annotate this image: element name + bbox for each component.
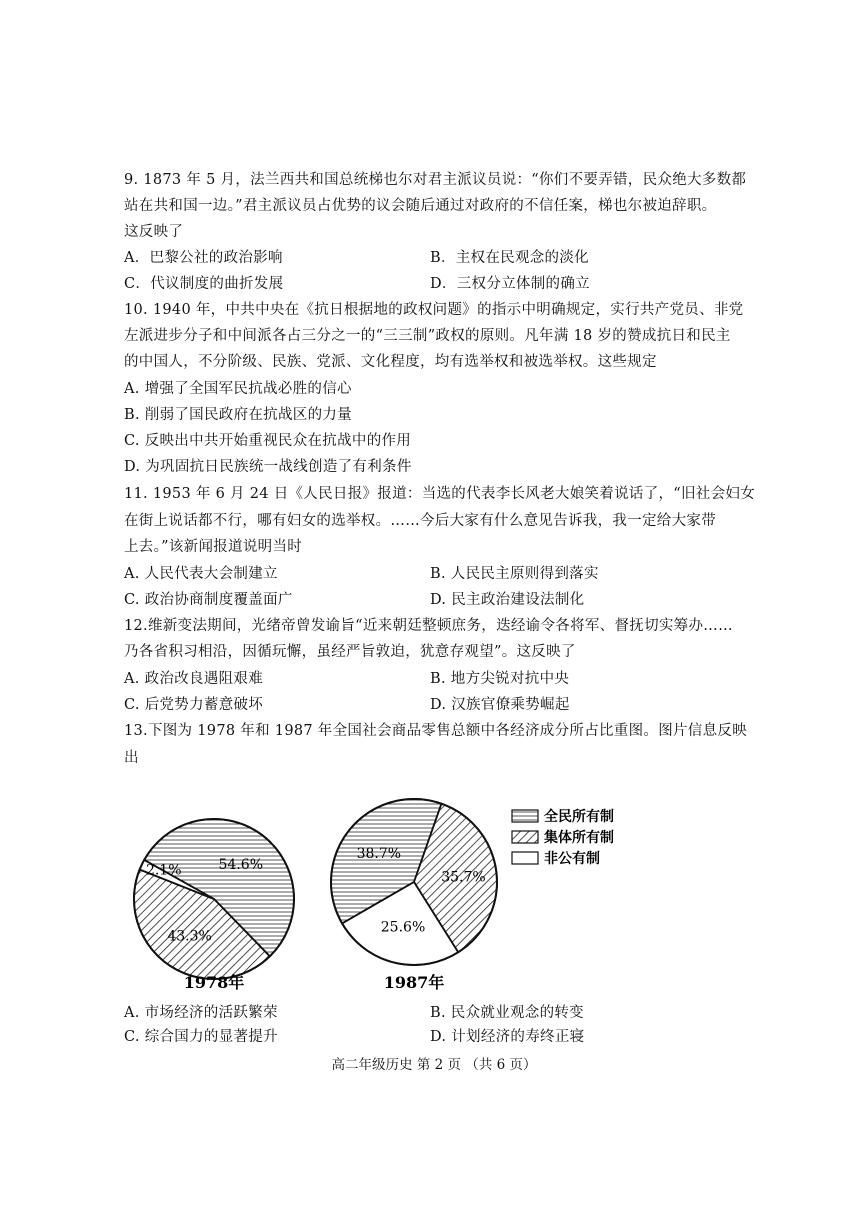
q12-option-a: A. 政治改良遇阻艰难: [124, 671, 263, 687]
q13-stem-line-1: 13.下图为 1978 年和 1987 年全国社会商品零售总额中各经济成分所占比重图。图片信息反映: [124, 723, 747, 739]
pie-1987-label-state-owned: 38.7%: [356, 845, 402, 862]
q12-stem-line-2: 乃各省积习相沿，因循玩懈，虽经严旨敦迫，犹意存观望”。这反映了: [124, 644, 576, 660]
legend-swatch-non-public: [512, 852, 538, 864]
q10-stem-line-3: 的中国人，不分阶级、民族、党派、文化程度，均有选举权和被选举权。这些规定: [124, 354, 657, 370]
legend-swatch-collective: [512, 831, 538, 843]
q12-option-c: C. 后党势力蓄意破坏: [124, 697, 264, 713]
q11-option-c: C. 政治协商制度覆盖面广: [124, 592, 293, 608]
pie-1978-label-state-owned: 54.6%: [218, 857, 264, 874]
q9-option-a: A．巴黎公社的政治影响: [124, 250, 283, 266]
pie-1978-label-collective: 43.3%: [167, 928, 212, 945]
q9-stem-line-2: 站在共和国一边。”君主派议员占优势的议会随后通过对政府的不信任案，梯也尔被迫辞职。: [124, 198, 717, 214]
q11-option-d: D. 民主政治建设法制化: [430, 592, 585, 608]
legend-swatch-state-owned: [512, 810, 538, 822]
q11-stem-line-1: 11. 1953 年 6 月 24 日《人民日报》报道：当选的代表李长风老大娘笑着说话了，“旧社会妇女: [124, 486, 756, 502]
q9-option-c: C．代议制度的曲折发展: [124, 276, 284, 292]
q11-option-b: B. 人民民主原则得到落实: [430, 566, 599, 582]
pie-1987-label-non-public: 25.6%: [380, 919, 426, 936]
legend-label-non-public: 非公有制: [544, 851, 600, 867]
q13-option-c: C. 综合国力的显著提升: [124, 1029, 278, 1045]
pie-charts-figure: [120, 790, 640, 995]
q11-option-a: A. 人民代表大会制建立: [124, 566, 278, 582]
q13-option-d: D. 计划经济的寿终正寝: [430, 1029, 585, 1045]
q10-stem-line-1: 10. 1940 年，中共中央在《抗日根据地的政权问题》的指示中明确规定，实行共产党员、非党: [124, 302, 744, 318]
q10-option-c: C. 反映出中共开始重视民众在抗战中的作用: [124, 433, 412, 449]
q10-option-b: B. 削弱了国民政府在抗战区的力量: [124, 407, 352, 423]
q9-option-b: B．主权在民观念的淡化: [430, 250, 589, 266]
q10-option-d: D. 为巩固抗日民族统一战线创造了有利条件: [124, 459, 412, 475]
q11-stem-line-2: 在街上说话都不行，哪有妇女的选举权。……今后大家有什么意见告诉我，我一定给大家带: [124, 513, 716, 529]
q13-stem-line-2: 出: [124, 750, 139, 766]
q13-option-a: A. 市场经济的活跃繁荣: [124, 1005, 278, 1021]
q9-stem-line-3: 这反映了: [124, 224, 184, 240]
q12-option-d: D. 汉族官僚乘势崛起: [430, 697, 570, 713]
q11-stem-line-3: 上去。”该新闻报道说明当时: [124, 539, 303, 555]
q9-option-d: D．三权分立体制的确立: [430, 276, 590, 292]
q12-stem-line-1: 12.维新变法期间，光绪帝曾发谕旨“近来朝廷整顿庶务，迭经谕令各将军、督抚切实筹办……: [124, 618, 733, 634]
q13-option-b: B. 民众就业观念的转变: [430, 1005, 584, 1021]
q10-stem-line-2: 左派进步分子和中间派各占三分之一的“三三制”政权的原则。凡年满 18 岁的赞成抗日和民主: [124, 328, 731, 344]
pie-1978-title: 1978年: [183, 973, 245, 992]
legend-label-collective: 集体所有制: [544, 830, 614, 846]
page-footer: 高二年级历史 第 2 页 （共 6 页）: [331, 1057, 537, 1073]
pie-1987-title: 1987年: [383, 973, 445, 992]
q10-option-a: A. 增强了全国军民抗战必胜的信心: [124, 381, 352, 397]
pie-1978-label-non-public: 2.1%: [145, 862, 182, 879]
chart-legend: [512, 808, 614, 867]
q12-option-b: B. 地方尖锐对抗中央: [430, 671, 570, 687]
pie-1987-label-collective: 35.7%: [441, 869, 486, 886]
q9-stem-line-1: 9. 1873 年 5 月，法兰西共和国总统梯也尔对君主派议员说：“你们不要弄错，民众绝大多数都: [124, 172, 747, 188]
legend-label-state-owned: 全民所有制: [544, 809, 614, 825]
